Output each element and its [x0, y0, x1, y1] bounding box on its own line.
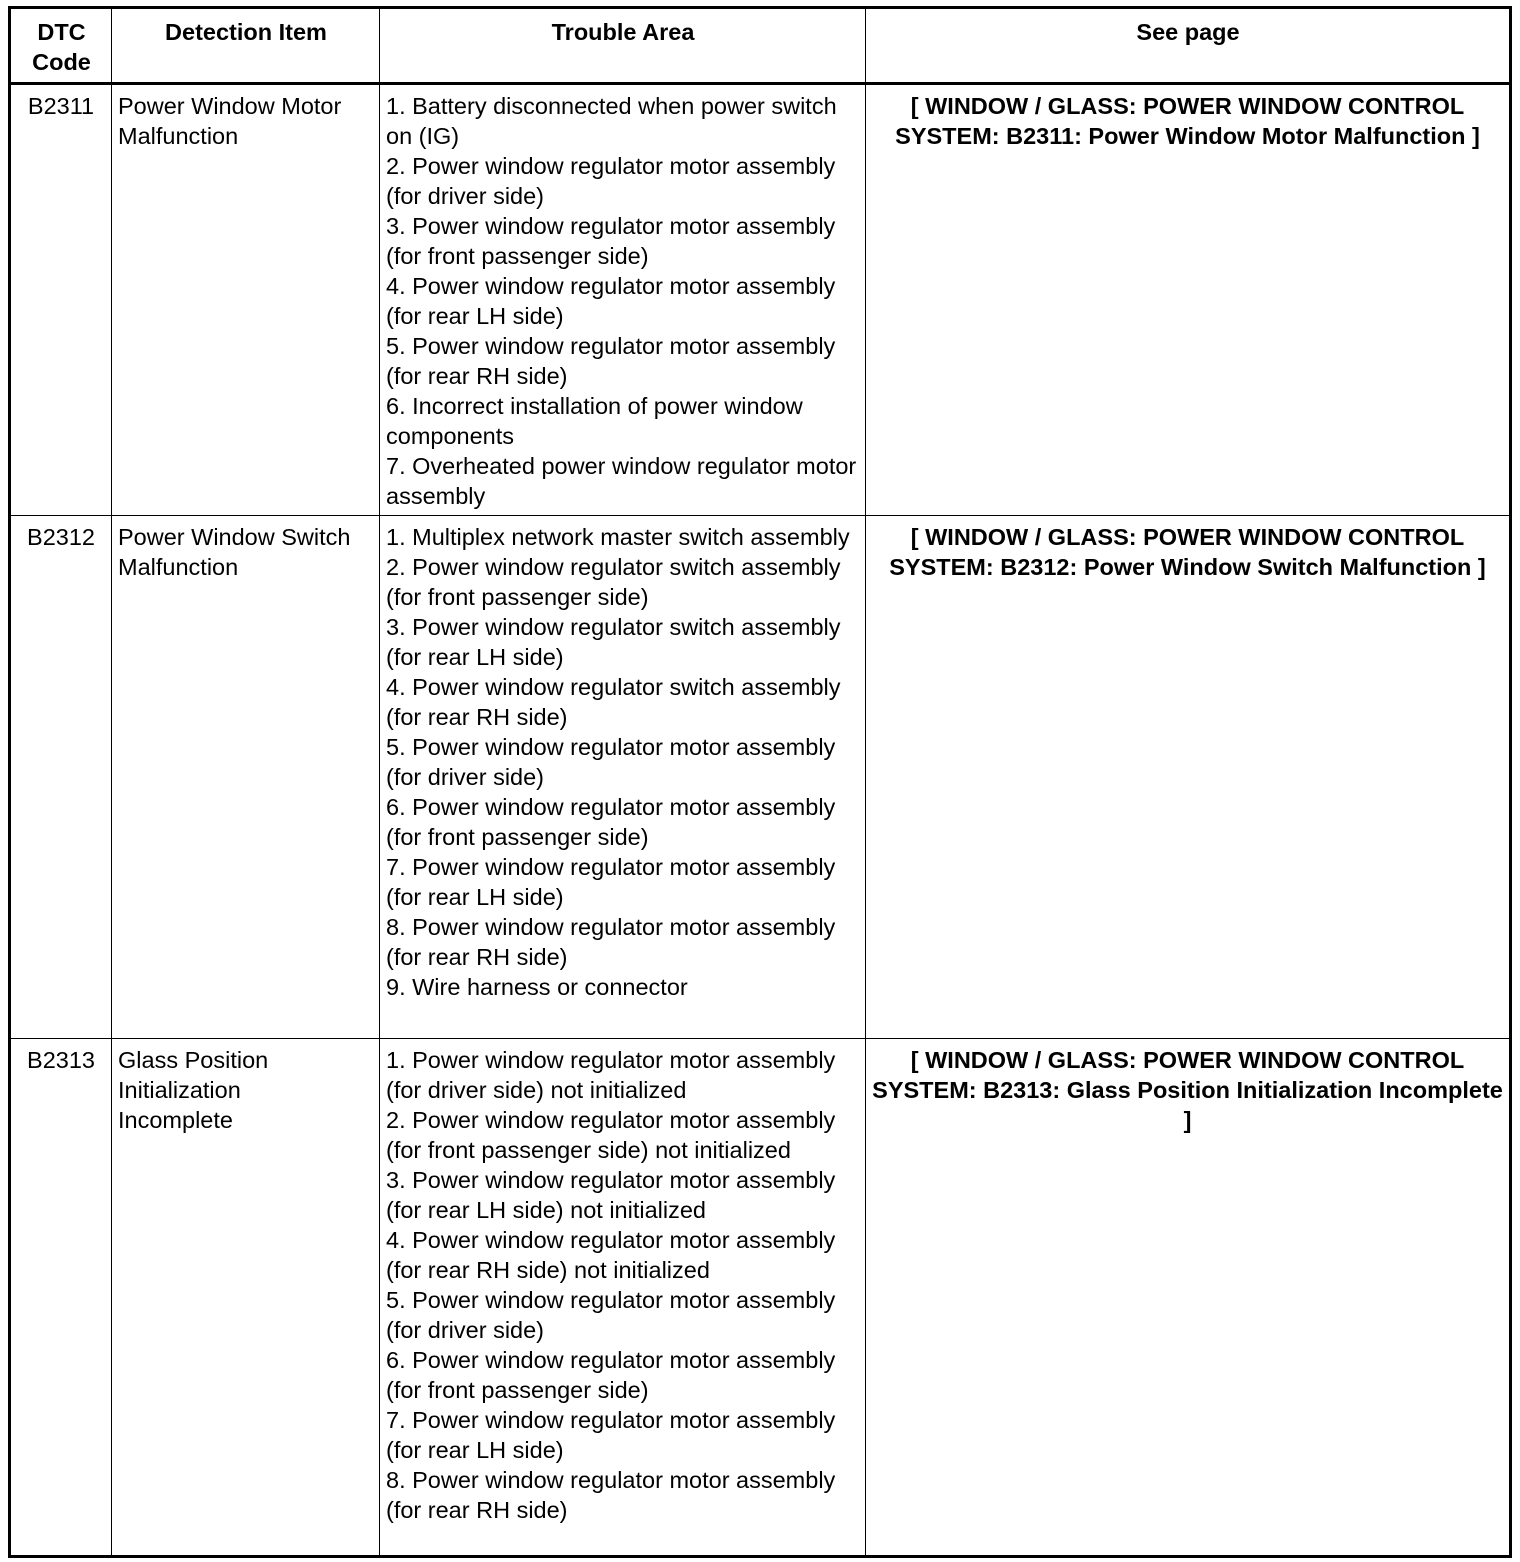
- trouble-item: 8. Power window regulator motor assembly (for rear RH side): [386, 914, 836, 970]
- header-see-page: See page: [866, 8, 1511, 84]
- trouble-item: 6. Power window regulator motor assembly (for front passenger side): [386, 794, 836, 850]
- document-page: [8, 6, 1512, 1558]
- header-detection-item: Detection Item: [112, 8, 380, 84]
- trouble-item: 1. Battery disconnected when power switch on (IG): [386, 93, 837, 149]
- trouble-item: 5. Power window regulator motor assembly (for driver side): [386, 734, 836, 790]
- table-row: [10, 84, 1511, 516]
- trouble-item: 1. Power window regulator motor assembly (for driver side) not initialized: [386, 1047, 836, 1103]
- dtc-table: [8, 6, 1512, 1558]
- trouble-item: 1. Multiplex network master switch assembly: [386, 524, 850, 550]
- trouble-item: 7. Power window regulator motor assembly (for rear LH side): [386, 1407, 836, 1463]
- detection-item-cell: Glass Position Initialization Incomplete: [112, 1039, 380, 1557]
- trouble-item: 7. Power window regulator motor assembly (for rear LH side): [386, 854, 836, 910]
- trouble-item: 6. Power window regulator motor assembly (for front passenger side): [386, 1347, 836, 1403]
- trouble-item: 4. Power window regulator switch assembly (for rear RH side): [386, 674, 841, 730]
- trouble-item: 4. Power window regulator motor assembly (for rear LH side): [386, 273, 836, 329]
- trouble-item: 3. Power window regulator motor assembly (for front passenger side): [386, 213, 836, 269]
- dtc-code-cell: B2313: [10, 1039, 112, 1557]
- see-page-link[interactable]: [ WINDOW / GLASS: POWER WINDOW CONTROL SYSTEM: B2312: Power Window Switch Malfunction ]: [866, 516, 1511, 1039]
- trouble-area-cell: [380, 84, 866, 516]
- see-page-link[interactable]: [ WINDOW / GLASS: POWER WINDOW CONTROL SYSTEM: B2313: Glass Position Initialization Incomplete ]: [866, 1039, 1511, 1557]
- trouble-item: 4. Power window regulator motor assembly (for rear RH side) not initialized: [386, 1227, 836, 1283]
- trouble-item: 5. Power window regulator motor assembly (for rear RH side): [386, 333, 836, 389]
- trouble-item: 3. Power window regulator switch assembly (for rear LH side): [386, 614, 841, 670]
- trouble-item: 3. Power window regulator motor assembly (for rear LH side) not initialized: [386, 1167, 836, 1223]
- trouble-item: 8. Power window regulator motor assembly (for rear RH side): [386, 1467, 836, 1523]
- trouble-item: 9. Wire harness or connector: [386, 974, 688, 1000]
- trouble-area-cell: [380, 1039, 866, 1557]
- dtc-code-cell: B2311: [10, 84, 112, 516]
- trouble-item: 2. Power window regulator switch assembly (for front passenger side): [386, 554, 841, 610]
- table-row: [10, 1039, 1511, 1557]
- trouble-item: 2. Power window regulator motor assembly (for driver side): [386, 153, 836, 209]
- trouble-area-cell: [380, 516, 866, 1039]
- header-dtc-code: DTC Code: [10, 8, 112, 84]
- table-row: [10, 516, 1511, 1039]
- detection-item-cell: Power Window Motor Malfunction: [112, 84, 380, 516]
- detection-item-cell: Power Window Switch Malfunction: [112, 516, 380, 1039]
- trouble-item: 7. Overheated power window regulator motor assembly: [386, 453, 857, 509]
- trouble-item: 2. Power window regulator motor assembly (for front passenger side) not initialized: [386, 1107, 836, 1163]
- see-page-link[interactable]: [ WINDOW / GLASS: POWER WINDOW CONTROL SYSTEM: B2311: Power Window Motor Malfunction ]: [866, 84, 1511, 516]
- table-header-row: [10, 8, 1511, 84]
- header-trouble-area: Trouble Area: [380, 8, 866, 84]
- trouble-item: 6. Incorrect installation of power window components: [386, 393, 803, 449]
- trouble-item: 5. Power window regulator motor assembly (for driver side): [386, 1287, 836, 1343]
- dtc-code-cell: B2312: [10, 516, 112, 1039]
